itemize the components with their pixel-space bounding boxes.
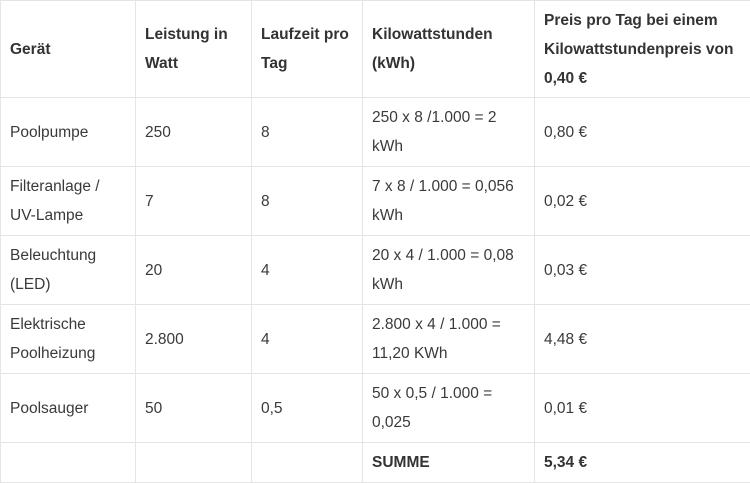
cell-kwh: 250 x 8 /1.000 = 2 kWh <box>363 98 535 167</box>
table-row <box>1 98 750 167</box>
cell-laufzeit: 8 <box>252 98 363 167</box>
cell-leistung: 20 <box>136 236 252 305</box>
cell-leistung: 250 <box>136 98 252 167</box>
header-leistung: Leistung in Watt <box>136 1 252 98</box>
sum-total: 5,34 € <box>535 443 750 483</box>
header-preis: Preis pro Tag bei einem Kilowattstundenpreis von 0,40 € <box>535 1 750 98</box>
table-row <box>1 167 750 236</box>
cell-leistung: 2.800 <box>136 305 252 374</box>
cell-laufzeit: 0,5 <box>252 374 363 443</box>
cell-preis: 0,02 € <box>535 167 750 236</box>
sum-label: SUMME <box>363 443 535 483</box>
cell-leistung: 50 <box>136 374 252 443</box>
table-row <box>1 374 750 443</box>
table-header-row <box>1 1 750 98</box>
cell-geraet: Poolsauger <box>1 374 136 443</box>
sum-row <box>1 443 750 483</box>
sum-empty-cell <box>252 443 363 483</box>
header-laufzeit: Laufzeit pro Tag <box>252 1 363 98</box>
header-geraet: Gerät <box>1 1 136 98</box>
cell-kwh: 2.800 x 4 / 1.000 = 11,20 KWh <box>363 305 535 374</box>
sum-empty-cell <box>1 443 136 483</box>
table-row <box>1 236 750 305</box>
cell-kwh: 7 x 8 / 1.000 = 0,056 kWh <box>363 167 535 236</box>
cell-laufzeit: 8 <box>252 167 363 236</box>
cell-geraet: Elektrische Poolheizung <box>1 305 136 374</box>
cell-geraet: Poolpumpe <box>1 98 136 167</box>
cell-preis: 0,03 € <box>535 236 750 305</box>
cell-laufzeit: 4 <box>252 236 363 305</box>
cell-preis: 0,01 € <box>535 374 750 443</box>
table-row <box>1 305 750 374</box>
cell-preis: 0,80 € <box>535 98 750 167</box>
cell-leistung: 7 <box>136 167 252 236</box>
cell-kwh: 50 x 0,5 / 1.000 = 0,025 <box>363 374 535 443</box>
cell-geraet: Filteranlage / UV-Lampe <box>1 167 136 236</box>
sum-empty-cell <box>136 443 252 483</box>
cell-preis: 4,48 € <box>535 305 750 374</box>
cell-laufzeit: 4 <box>252 305 363 374</box>
cell-kwh: 20 x 4 / 1.000 = 0,08 kWh <box>363 236 535 305</box>
header-kwh: Kilowattstunden (kWh) <box>363 1 535 98</box>
cell-geraet: Beleuchtung (LED) <box>1 236 136 305</box>
